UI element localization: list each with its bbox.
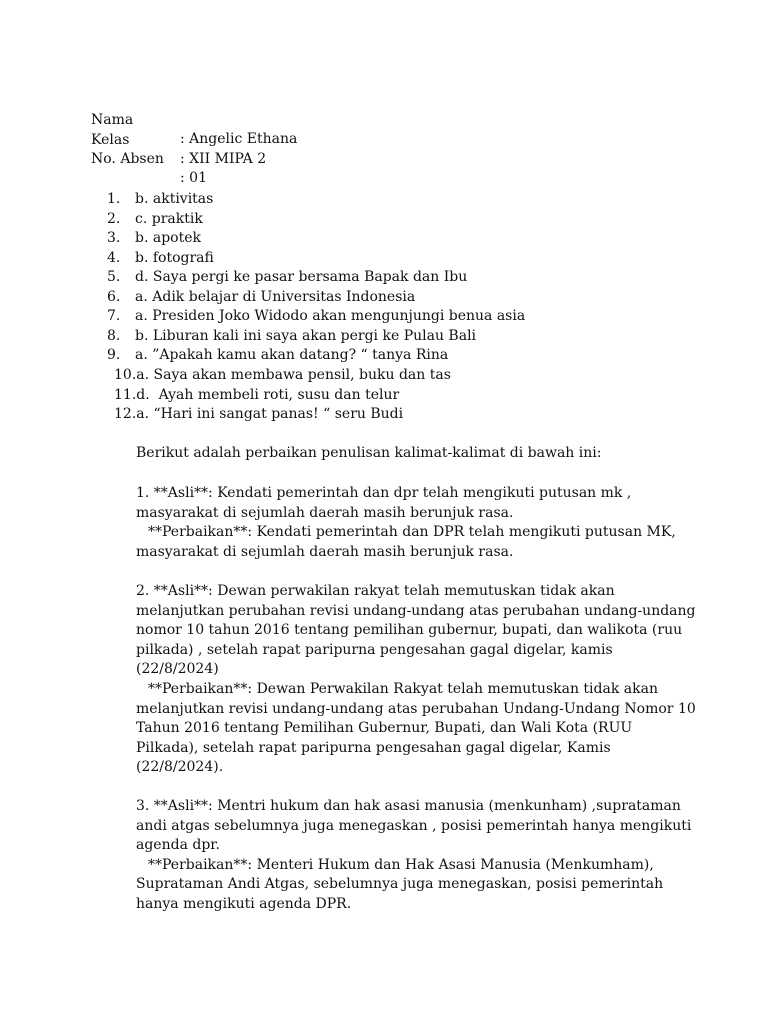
correction-item (136, 582, 696, 778)
original-sentence: 1. **Asli**: Kendati pemerintah dan dpr telah mengikuti putusan mk , masyarakat di sejumlah daerah masih berunjuk rasa. (136, 485, 632, 521)
absen-value: : 01 (180, 170, 207, 186)
list-item (107, 327, 476, 346)
list-item-number: 11. (114, 387, 137, 403)
list-item-number: 9. (107, 347, 121, 363)
list-item (107, 229, 201, 248)
name-label: Nama (91, 112, 134, 128)
list-item-text: a. Presiden Joko Widodo akan mengunjungi benua asia (135, 308, 526, 324)
list-item-number: 1. (107, 191, 121, 207)
class-label: Kelas (91, 132, 130, 148)
absen-label: No. Absen (91, 151, 164, 167)
list-item-text: d. Ayah membeli roti, susu dan telur (136, 387, 400, 403)
corrected-sentence: **Perbaikan**: Kendati pemerintah dan DPR telah mengikuti putusan MK, masyarakat di sejumlah daerah masih berunjuk rasa. (136, 524, 676, 560)
list-item-number: 6. (107, 289, 121, 305)
list-item (107, 190, 213, 209)
list-item (107, 307, 525, 326)
list-item (107, 288, 415, 307)
original-sentence: 2. **Asli**: Dewan perwakilan rakyat telah memutuskan tidak akan melanjutkan perubahan revisi undang-undang atas perubahan undang-undang nomor 10 tahun 2016 tentang pemilihan gubernur, bupati, dan walikota (ruu pilkada) , setelah rapat paripurna pengesahan gagal digelar, kamis (22/8/2024) (136, 583, 696, 678)
list-item (114, 405, 403, 424)
list-item-text: b. fotografi (135, 250, 214, 266)
list-item-text: b. aktivitas (135, 191, 214, 207)
corrected-sentence: **Perbaikan**: Dewan Perwakilan Rakyat telah memutuskan tidak akan melanjutkan revisi undang-undang atas perubahan Undang-Undang Nomor 10 Tahun 2016 tentang Pemilihan Gubernur, Bupati, dan Wali Kota (RUU Pilkada), setelah rapat paripurna pengesahan gagal digelar, Kamis (22/8/2024). (136, 680, 696, 776)
list-item-text: d. Saya pergi ke pasar bersama Bapak dan Ibu (135, 269, 468, 285)
list-item-text: c. praktik (135, 211, 203, 227)
list-item (107, 346, 448, 365)
list-item-number: 5. (107, 269, 121, 285)
list-item-text: a. Saya akan membawa pensil, buku dan tas (136, 367, 451, 383)
list-item-number: 8. (107, 328, 121, 344)
list-item (107, 210, 203, 229)
list-item (107, 249, 214, 268)
list-item-number: 10. (114, 367, 137, 383)
list-item (114, 386, 399, 405)
list-item-number: 2. (107, 211, 121, 227)
list-item-number: 3. (107, 230, 121, 246)
list-item (107, 268, 467, 287)
list-item-number: 7. (107, 308, 121, 324)
list-item-number: 12. (114, 406, 137, 422)
list-item-text: a. “Hari ini sangat panas! “ seru Budi (136, 406, 404, 422)
correction-item (136, 797, 696, 915)
info-row-absen (91, 131, 207, 186)
class-value: : XII MIPA 2 (180, 151, 267, 167)
corrected-sentence: **Perbaikan**: Menteri Hukum dan Hak Asasi Manusia (Menkumham), Suprataman Andi Atgas, sebelumnya juga menegaskan, posisi pemerintah hanya mengikuti agenda DPR. (136, 856, 664, 912)
name-value: : Angelic Ethana (180, 131, 298, 147)
list-item-text: b. Liburan kali ini saya akan pergi ke Pulau Bali (135, 328, 477, 344)
list-item-text: a. Adik belajar di Universitas Indonesia (135, 289, 416, 305)
list-item (114, 366, 451, 385)
list-item-number: 4. (107, 250, 121, 266)
list-item-text: a. ”Apakah kamu akan datang? “ tanya Rina (135, 347, 449, 363)
list-item-text: b. apotek (135, 230, 201, 246)
original-sentence: 3. **Asli**: Mentri hukum dan hak asasi manusia (menkunham) ,suprataman andi atgas sebelumnya juga menegaskan , posisi pemerintah hanya mengikuti agenda dpr. (136, 798, 692, 854)
intro-paragraph: Berikut adalah perbaikan penulisan kalimat-kalimat di bawah ini: (136, 445, 602, 461)
correction-item (136, 484, 696, 562)
